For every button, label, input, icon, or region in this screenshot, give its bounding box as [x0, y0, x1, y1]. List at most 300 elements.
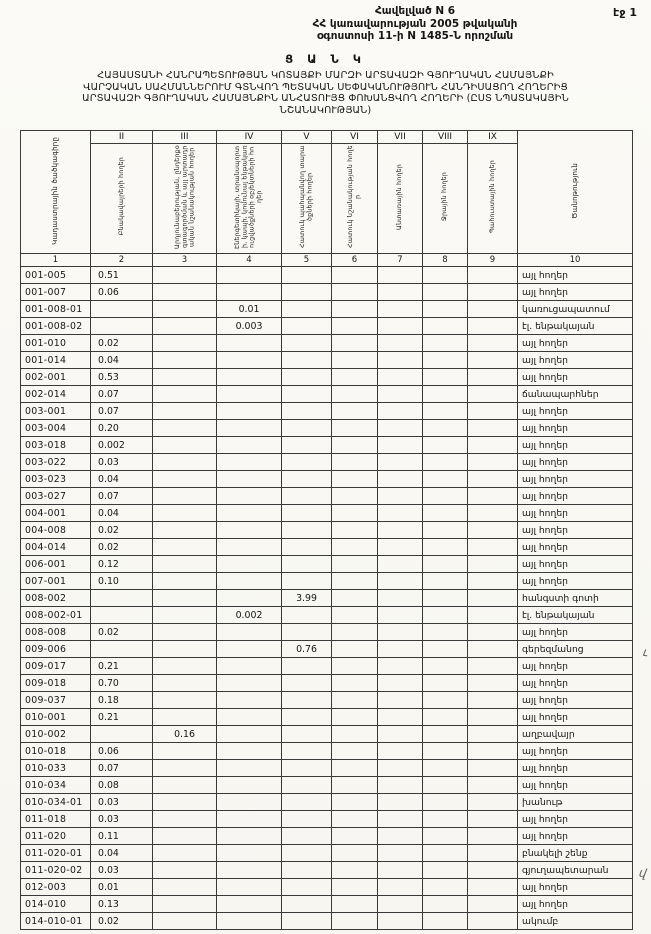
- column-number: 4: [217, 254, 282, 267]
- area-value-cell-col4: [217, 641, 282, 658]
- area-value-cell-col9: [468, 879, 518, 896]
- area-value-cell-col4: [217, 913, 282, 930]
- area-value-cell-col3: [153, 505, 217, 522]
- area-value-cell-col8: [423, 522, 468, 539]
- cadastral-code-cell: 001-008-02: [21, 318, 91, 335]
- area-value-cell-col2: 0.07: [91, 488, 153, 505]
- area-value-cell-col3: [153, 369, 217, 386]
- note-cell: էլ. ենթակայան: [518, 607, 633, 624]
- area-value-cell-col2: [91, 590, 153, 607]
- area-value-cell-col8: [423, 896, 468, 913]
- area-value-cell-col9: [468, 573, 518, 590]
- area-value-cell-col8: [423, 590, 468, 607]
- area-value-cell-col3: [153, 454, 217, 471]
- area-value-cell-col4: [217, 556, 282, 573]
- area-value-cell-col9: [468, 267, 518, 284]
- area-value-cell-col5: [282, 573, 332, 590]
- area-value-cell-col6: [332, 505, 378, 522]
- area-value-cell-col9: [468, 811, 518, 828]
- area-value-cell-col8: [423, 301, 468, 318]
- note-cell: գյուղապետարան: [518, 862, 633, 879]
- area-value-cell-col8: [423, 709, 468, 726]
- cadastral-code-cell: 006-001: [21, 556, 91, 573]
- area-value-cell-col6: [332, 692, 378, 709]
- cadastral-code-cell: 003-004: [21, 420, 91, 437]
- area-value-cell-col4: 0.003: [217, 318, 282, 335]
- appendix-line: Հավելված N 6: [374, 5, 456, 17]
- roman-numeral-row: [21, 131, 633, 144]
- area-value-cell-col4: [217, 845, 282, 862]
- area-value-cell-col3: [153, 692, 217, 709]
- area-value-cell-col4: [217, 590, 282, 607]
- note-cell: այլ հողեր: [518, 505, 633, 522]
- area-value-cell-col3: [153, 760, 217, 777]
- area-value-cell-col8: [423, 420, 468, 437]
- roman-numeral-IX: IX: [468, 131, 518, 144]
- area-value-cell-col9: [468, 641, 518, 658]
- area-value-cell-col3: [153, 284, 217, 301]
- header-forest-lands-label: Անտառային հողեր: [396, 163, 404, 230]
- note-cell: ճանապարհներ: [518, 386, 633, 403]
- table-row: [21, 284, 633, 301]
- area-value-cell-col6: [332, 352, 378, 369]
- area-value-cell-col7: [378, 267, 423, 284]
- area-value-cell-col3: [153, 641, 217, 658]
- note-cell: այլ հողեր: [518, 556, 633, 573]
- area-value-cell-col2: 0.13: [91, 896, 153, 913]
- header-protected-lands: [282, 144, 332, 254]
- area-value-cell-col6: [332, 420, 378, 437]
- area-value-cell-col5: [282, 828, 332, 845]
- area-value-cell-col9: [468, 369, 518, 386]
- area-value-cell-col5: [282, 335, 332, 352]
- cadastral-code-cell: 009-037: [21, 692, 91, 709]
- table-row: [21, 624, 633, 641]
- appendix-line: ՀՀ կառավարության 2005 թվականի: [312, 17, 518, 30]
- area-value-cell-col2: 0.06: [91, 284, 153, 301]
- area-value-cell-col2: 0.20: [91, 420, 153, 437]
- area-value-cell-col7: [378, 318, 423, 335]
- area-value-cell-col5: [282, 777, 332, 794]
- area-value-cell-col2: 0.10: [91, 573, 153, 590]
- area-value-cell-col7: [378, 437, 423, 454]
- note-cell: էլ. ենթակայան: [518, 318, 633, 335]
- area-value-cell-col2: 0.21: [91, 709, 153, 726]
- area-value-cell-col7: [378, 726, 423, 743]
- area-value-cell-col2: 0.12: [91, 556, 153, 573]
- area-value-cell-col4: [217, 828, 282, 845]
- area-value-cell-col8: [423, 794, 468, 811]
- note-cell: այլ հողեր: [518, 573, 633, 590]
- note-cell: այլ հողեր: [518, 896, 633, 913]
- note-cell: այլ հողեր: [518, 777, 633, 794]
- area-value-cell-col8: [423, 352, 468, 369]
- table-row: [21, 692, 633, 709]
- area-value-cell-col4: [217, 539, 282, 556]
- table-row: [21, 403, 633, 420]
- area-value-cell-col6: [332, 896, 378, 913]
- area-value-cell-col9: [468, 590, 518, 607]
- area-value-cell-col5: [282, 709, 332, 726]
- note-cell: բնակելի շենք: [518, 845, 633, 862]
- area-value-cell-col6: [332, 386, 378, 403]
- area-value-cell-col2: 0.02: [91, 539, 153, 556]
- table-row: [21, 488, 633, 505]
- area-value-cell-col5: [282, 352, 332, 369]
- area-value-cell-col3: [153, 420, 217, 437]
- area-value-cell-col9: [468, 845, 518, 862]
- cadastral-code-cell: 002-014: [21, 386, 91, 403]
- table-row: [21, 471, 633, 488]
- area-value-cell-col7: [378, 845, 423, 862]
- header-water-lands: [423, 144, 468, 254]
- area-value-cell-col6: [332, 488, 378, 505]
- area-value-cell-col4: [217, 386, 282, 403]
- area-value-cell-col5: [282, 505, 332, 522]
- area-value-cell-col4: [217, 471, 282, 488]
- area-value-cell-col9: [468, 318, 518, 335]
- area-value-cell-col3: [153, 301, 217, 318]
- area-value-cell-col9: [468, 896, 518, 913]
- area-value-cell-col8: [423, 607, 468, 624]
- area-value-cell-col5: [282, 284, 332, 301]
- cadastral-code-cell: 003-018: [21, 437, 91, 454]
- area-value-cell-col4: [217, 284, 282, 301]
- area-value-cell-col8: [423, 913, 468, 930]
- area-value-cell-col6: [332, 845, 378, 862]
- header-infrastructure-lands: [217, 144, 282, 254]
- area-value-cell-col2: 0.03: [91, 811, 153, 828]
- note-cell: այլ հողեր: [518, 267, 633, 284]
- area-value-cell-col7: [378, 301, 423, 318]
- area-value-cell-col7: [378, 522, 423, 539]
- note-cell: այլ հողեր: [518, 624, 633, 641]
- table-row: [21, 369, 633, 386]
- header-special-purpose-lands: [332, 144, 378, 254]
- area-value-cell-col6: [332, 267, 378, 284]
- area-value-cell-col6: [332, 658, 378, 675]
- area-value-cell-col8: [423, 335, 468, 352]
- note-cell: այլ հողեր: [518, 658, 633, 675]
- area-value-cell-col3: [153, 590, 217, 607]
- area-value-cell-col8: [423, 726, 468, 743]
- area-value-cell-col5: [282, 692, 332, 709]
- cadastral-code-cell: 010-033: [21, 760, 91, 777]
- area-value-cell-col9: [468, 794, 518, 811]
- area-value-cell-col7: [378, 658, 423, 675]
- cadastral-code-cell: 011-020-01: [21, 845, 91, 862]
- cadastral-code-cell: 004-001: [21, 505, 91, 522]
- cadastral-code-cell: 014-010: [21, 896, 91, 913]
- area-value-cell-col8: [423, 658, 468, 675]
- area-value-cell-col6: [332, 454, 378, 471]
- note-cell: այլ հողեր: [518, 454, 633, 471]
- area-value-cell-col9: [468, 624, 518, 641]
- table-row: [21, 267, 633, 284]
- area-value-cell-col9: [468, 352, 518, 369]
- area-value-cell-col6: [332, 607, 378, 624]
- area-value-cell-col3: [153, 743, 217, 760]
- area-value-cell-col7: [378, 403, 423, 420]
- table-row: [21, 301, 633, 318]
- area-value-cell-col8: [423, 675, 468, 692]
- area-value-cell-col2: 0.03: [91, 454, 153, 471]
- note-cell: այլ հողեր: [518, 522, 633, 539]
- header-note-label: Ծանոթություն: [570, 162, 579, 219]
- table-row: [21, 573, 633, 590]
- cadastral-code-cell: 008-008: [21, 624, 91, 641]
- note-cell: այլ հողեր: [518, 369, 633, 386]
- area-value-cell-col4: [217, 488, 282, 505]
- table-row: [21, 522, 633, 539]
- area-value-cell-col3: [153, 352, 217, 369]
- area-value-cell-col3: [153, 794, 217, 811]
- table-row: [21, 352, 633, 369]
- title-line: ՎԱՐՉԱԿԱՆ ՍԱՀՄԱՆՆԵՐՈՒՄ ԳՏՆՎՈՂ ՊԵՏԱԿԱՆ ՍԵՓԱԿԱՆՈՒԹՅՈՒՆ ՀԱՆԴԻՍԱՑՈՂ ՀՈՂԵՐԻՑ: [83, 81, 568, 93]
- area-value-cell-col7: [378, 471, 423, 488]
- area-value-cell-col9: [468, 539, 518, 556]
- cadastral-code-cell: 011-018: [21, 811, 91, 828]
- area-value-cell-col7: [378, 352, 423, 369]
- table-row: [21, 420, 633, 437]
- area-value-cell-col5: [282, 913, 332, 930]
- area-value-cell-col8: [423, 811, 468, 828]
- area-value-cell-col2: 0.03: [91, 862, 153, 879]
- area-value-cell-col4: [217, 675, 282, 692]
- area-value-cell-col7: [378, 573, 423, 590]
- area-value-cell-col6: [332, 335, 378, 352]
- table-row: [21, 709, 633, 726]
- area-value-cell-col7: [378, 828, 423, 845]
- cadastral-code-cell: 010-002: [21, 726, 91, 743]
- title-line: ՀԱՅԱՍՏԱՆԻ ՀԱՆՐԱՊԵՏՈՒԹՅԱՆ ԿՈՏԱՅՔԻ ՄԱՐԶԻ ԱՐՏԱՎԱԶԻ ԳՅՈՒՂԱԿԱՆ ՀԱՄԱՅՆՔԻ: [97, 70, 554, 81]
- cadastral-code-cell: 003-023: [21, 471, 91, 488]
- area-value-cell-col6: [332, 301, 378, 318]
- table-row: [21, 675, 633, 692]
- area-value-cell-col2: [91, 607, 153, 624]
- area-value-cell-col7: [378, 420, 423, 437]
- area-value-cell-col7: [378, 709, 423, 726]
- area-value-cell-col4: [217, 794, 282, 811]
- cadastral-code-cell: 011-020: [21, 828, 91, 845]
- area-value-cell-col4: [217, 454, 282, 471]
- area-value-cell-col6: [332, 641, 378, 658]
- area-value-cell-col8: [423, 692, 468, 709]
- area-value-cell-col9: [468, 607, 518, 624]
- area-value-cell-col5: [282, 403, 332, 420]
- area-value-cell-col7: [378, 284, 423, 301]
- area-value-cell-col3: [153, 573, 217, 590]
- column-number: 6: [332, 254, 378, 267]
- area-value-cell-col2: 0.11: [91, 828, 153, 845]
- area-value-cell-col5: [282, 539, 332, 556]
- area-value-cell-col7: [378, 369, 423, 386]
- area-value-cell-col3: [153, 488, 217, 505]
- area-value-cell-col6: [332, 539, 378, 556]
- area-value-cell-col3: [153, 913, 217, 930]
- table-row: [21, 777, 633, 794]
- area-value-cell-col9: [468, 675, 518, 692]
- area-value-cell-col3: [153, 386, 217, 403]
- area-value-cell-col5: [282, 743, 332, 760]
- area-value-cell-col9: [468, 284, 518, 301]
- area-value-cell-col7: [378, 862, 423, 879]
- note-cell: այլ հողեր: [518, 284, 633, 301]
- area-value-cell-col3: [153, 709, 217, 726]
- table-header: [21, 131, 633, 267]
- roman-numeral-V: V: [282, 131, 332, 144]
- table-row: [21, 590, 633, 607]
- area-value-cell-col4: [217, 692, 282, 709]
- header-forest-lands: [378, 144, 423, 254]
- area-value-cell-col8: [423, 488, 468, 505]
- note-cell: այլ հողեր: [518, 811, 633, 828]
- area-value-cell-col8: [423, 828, 468, 845]
- cadastral-code-cell: 014-010-01: [21, 913, 91, 930]
- column-number: 2: [91, 254, 153, 267]
- area-value-cell-col5: [282, 760, 332, 777]
- area-value-cell-col4: [217, 777, 282, 794]
- area-value-cell-col9: [468, 726, 518, 743]
- cadastral-code-cell: 010-034: [21, 777, 91, 794]
- roman-numeral-VII: VII: [378, 131, 423, 144]
- area-value-cell-col7: [378, 743, 423, 760]
- area-value-cell-col2: 0.06: [91, 743, 153, 760]
- appendix-line: օգոստոսի 11-ի N 1485-Ն որոշման: [316, 30, 514, 42]
- area-value-cell-col5: [282, 624, 332, 641]
- cadastral-code-cell: 004-014: [21, 539, 91, 556]
- area-value-cell-col3: [153, 335, 217, 352]
- area-value-cell-col9: [468, 386, 518, 403]
- area-value-cell-col7: [378, 777, 423, 794]
- cadastral-code-cell: 003-027: [21, 488, 91, 505]
- area-value-cell-col8: [423, 879, 468, 896]
- area-value-cell-col2: [91, 726, 153, 743]
- table-row: [21, 879, 633, 896]
- area-value-cell-col2: [91, 318, 153, 335]
- area-value-cell-col6: [332, 437, 378, 454]
- area-value-cell-col5: 0.76: [282, 641, 332, 658]
- area-value-cell-col2: 0.07: [91, 403, 153, 420]
- area-value-cell-col2: 0.70: [91, 675, 153, 692]
- area-value-cell-col7: [378, 624, 423, 641]
- area-value-cell-col9: [468, 862, 518, 879]
- area-value-cell-col5: [282, 879, 332, 896]
- area-value-cell-col2: 0.02: [91, 913, 153, 930]
- table-row: [21, 794, 633, 811]
- area-value-cell-col7: [378, 335, 423, 352]
- header-cadastral-code-label: Կադաստրային ծածկագիրը: [51, 136, 60, 245]
- area-value-cell-col8: [423, 386, 468, 403]
- header-settlement-lands-label: Բնակավայրերի հողեր: [117, 157, 125, 236]
- area-value-cell-col8: [423, 624, 468, 641]
- area-value-cell-col8: [423, 318, 468, 335]
- column-number: 7: [378, 254, 423, 267]
- roman-numeral-III: III: [153, 131, 217, 144]
- area-value-cell-col7: [378, 454, 423, 471]
- area-value-cell-col6: [332, 777, 378, 794]
- header-reserve-lands: [468, 144, 518, 254]
- header-cadastral-code: [21, 131, 91, 254]
- table-row: [21, 505, 633, 522]
- note-cell: այլ հողեր: [518, 403, 633, 420]
- area-value-cell-col3: [153, 828, 217, 845]
- table-row: [21, 607, 633, 624]
- column-number: 5: [282, 254, 332, 267]
- area-value-cell-col3: [153, 624, 217, 641]
- area-value-cell-col5: [282, 488, 332, 505]
- area-value-cell-col4: 0.002: [217, 607, 282, 624]
- area-value-cell-col3: [153, 318, 217, 335]
- table-row: [21, 913, 633, 930]
- roman-numeral-II: II: [91, 131, 153, 144]
- area-value-cell-col7: [378, 488, 423, 505]
- area-value-cell-col9: [468, 828, 518, 845]
- area-value-cell-col2: 0.02: [91, 335, 153, 352]
- area-value-cell-col2: 0.04: [91, 505, 153, 522]
- note-cell: այլ հողեր: [518, 488, 633, 505]
- area-value-cell-col4: [217, 811, 282, 828]
- area-value-cell-col4: [217, 522, 282, 539]
- area-value-cell-col8: [423, 267, 468, 284]
- note-cell: այլ հողեր: [518, 352, 633, 369]
- note-cell: այլ հողեր: [518, 879, 633, 896]
- table-row: [21, 454, 633, 471]
- area-value-cell-col4: 0.01: [217, 301, 282, 318]
- area-value-cell-col7: [378, 879, 423, 896]
- area-value-cell-col4: [217, 335, 282, 352]
- area-value-cell-col5: [282, 522, 332, 539]
- area-value-cell-col2: 0.51: [91, 267, 153, 284]
- cadastral-code-cell: 009-017: [21, 658, 91, 675]
- area-value-cell-col8: [423, 471, 468, 488]
- header-infrastructure-lands-label: Էներգետիկայի, տրանսպորտի, կապի, կոմունալ ենթակառուցվածքների օբյեկտների հողեր: [234, 144, 264, 249]
- page-number-label: էջ 1: [613, 6, 637, 19]
- area-value-cell-col8: [423, 760, 468, 777]
- area-value-cell-col3: [153, 658, 217, 675]
- table-row: [21, 862, 633, 879]
- note-cell: հանգստի գոտի: [518, 590, 633, 607]
- area-value-cell-col9: [468, 471, 518, 488]
- cadastral-code-cell: 008-002: [21, 590, 91, 607]
- area-value-cell-col3: [153, 845, 217, 862]
- cadastral-code-cell: 010-001: [21, 709, 91, 726]
- cadastral-code-cell: 001-007: [21, 284, 91, 301]
- area-value-cell-col5: [282, 318, 332, 335]
- area-value-cell-col6: [332, 879, 378, 896]
- area-value-cell-col3: [153, 437, 217, 454]
- area-value-cell-col6: [332, 590, 378, 607]
- area-value-cell-col6: [332, 624, 378, 641]
- table-row: [21, 386, 633, 403]
- header-water-lands-label: Ջրային հողեր: [441, 171, 449, 221]
- header-settlement-lands: [91, 144, 153, 254]
- area-value-cell-col2: 0.07: [91, 386, 153, 403]
- area-value-cell-col3: [153, 539, 217, 556]
- lands-table: [20, 130, 633, 930]
- cadastral-code-cell: 004-008: [21, 522, 91, 539]
- area-value-cell-col2: 0.21: [91, 658, 153, 675]
- table-row: [21, 811, 633, 828]
- area-value-cell-col2: 0.07: [91, 760, 153, 777]
- area-value-cell-col8: [423, 403, 468, 420]
- area-value-cell-col7: [378, 607, 423, 624]
- title-line: ՆՇԱՆԱԿՈՒԹՅԱՆ): [279, 104, 372, 116]
- area-value-cell-col5: [282, 675, 332, 692]
- area-value-cell-col7: [378, 760, 423, 777]
- cadastral-code-cell: 011-020-02: [21, 862, 91, 879]
- appendix-reference-block: [230, 5, 600, 43]
